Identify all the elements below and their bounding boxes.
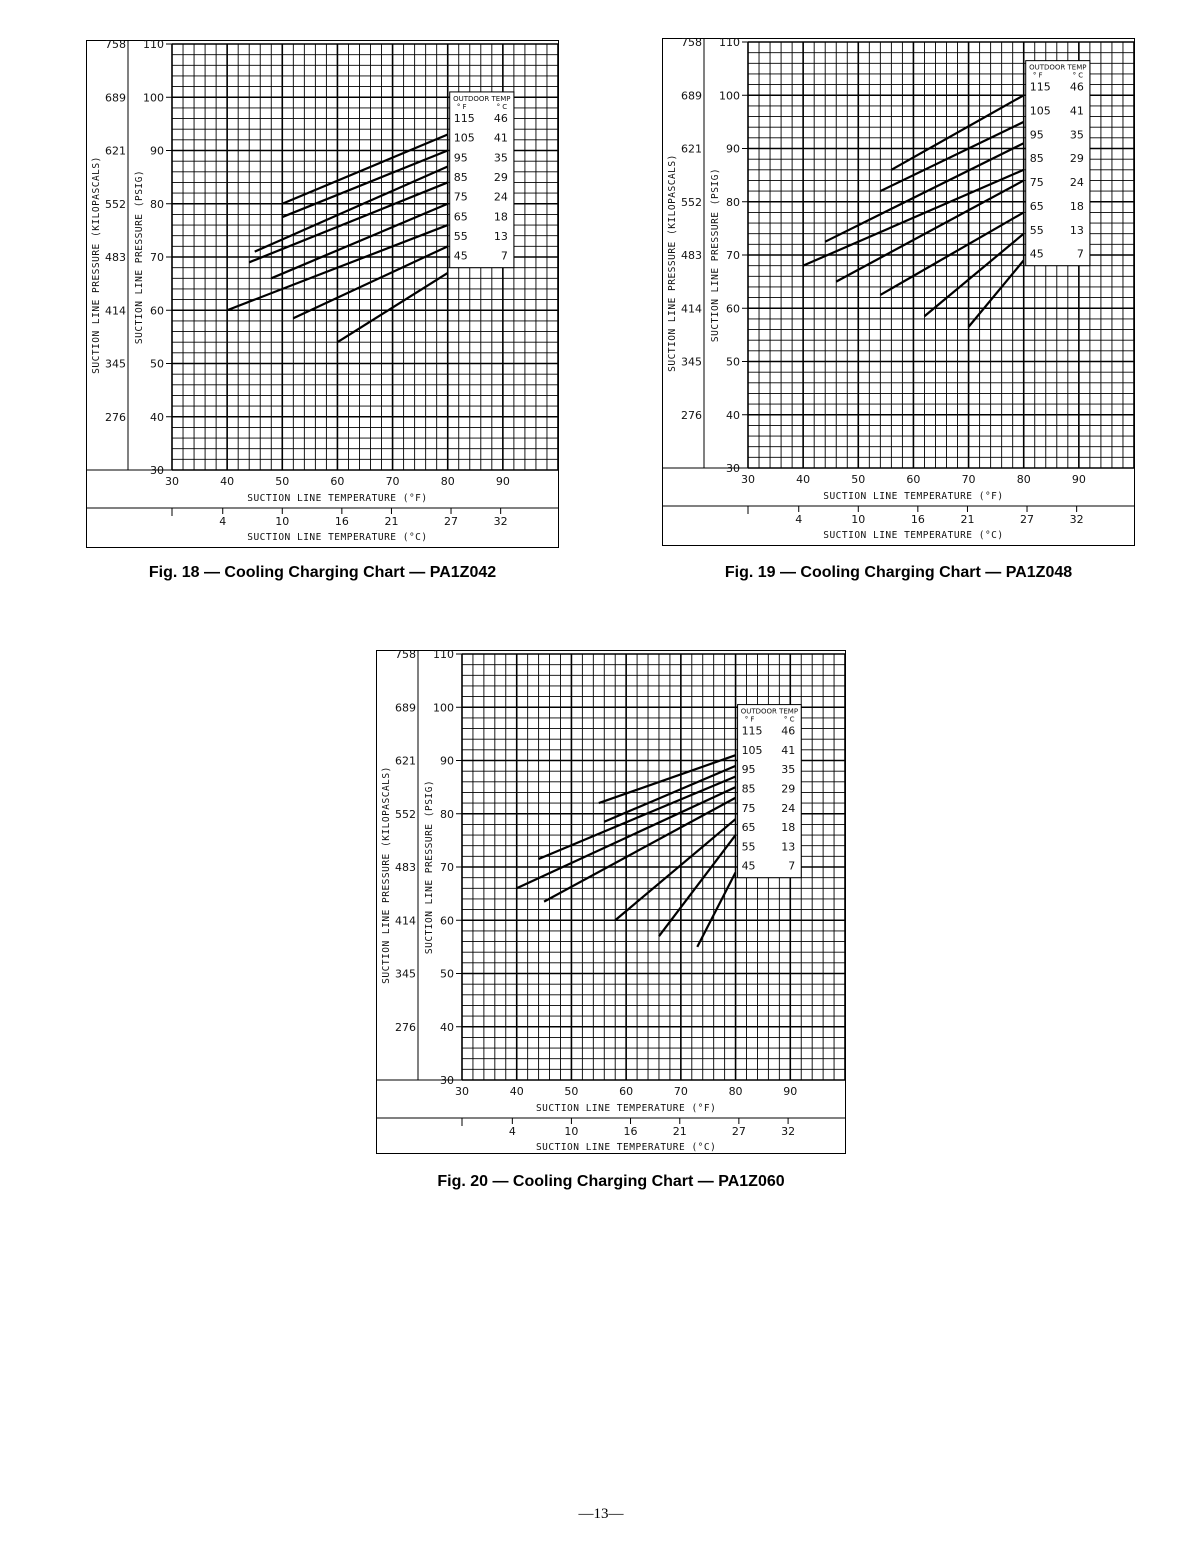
legend-unit: ° F [456, 102, 467, 111]
y2-tick-label: 414 [681, 302, 702, 316]
legend-label-f: 95 [453, 151, 468, 165]
y-tick-label: 70 [150, 251, 164, 264]
legend-label-f: 75 [453, 190, 468, 204]
y2-tick-label: 414 [105, 304, 126, 318]
x-tick-label: 50 [564, 1085, 579, 1098]
legend-label-c: 7 [1076, 247, 1084, 261]
x-tick-label: 30 [455, 1085, 469, 1098]
y2-axis-title: SUCTION LINE PRESSURE (KILOPASCALS) [91, 156, 102, 374]
y-tick-label: 100 [433, 701, 454, 715]
legend-label-f: 75 [1029, 176, 1044, 190]
legend-label-c: 7 [788, 859, 796, 873]
x2-axis-title: SUCTION LINE TEMPERATURE (°C) [823, 530, 1004, 541]
x-tick-label: 90 [783, 1085, 798, 1098]
x2-axis-title: SUCTION LINE TEMPERATURE (°C) [535, 1142, 717, 1153]
legend-label-f: 55 [453, 229, 468, 243]
legend-label-c: 46 [781, 724, 796, 738]
x2-tick-label: 10 [275, 515, 290, 528]
y-tick-label: 60 [150, 304, 164, 318]
legend-label-f: 65 [741, 821, 756, 835]
legend-label-c: 46 [1069, 80, 1084, 94]
x-axis-title: SUCTION LINE TEMPERATURE (°F) [823, 491, 1004, 502]
x-tick-label: 70 [385, 475, 400, 488]
caption-fig18: Fig. 18 — Cooling Charging Chart — PA1Z042 [148, 564, 497, 581]
y2-tick-label: 483 [105, 251, 126, 264]
y2-tick-label: 276 [395, 1020, 416, 1034]
chart-svg [86, 40, 559, 548]
x2-tick-label: 16 [910, 513, 925, 526]
legend-label-c: 18 [493, 210, 508, 224]
y-tick-label: 90 [726, 142, 740, 156]
legend-label-f: 105 [741, 743, 763, 757]
y2-tick-label: 552 [395, 807, 416, 821]
y-tick-label: 80 [440, 807, 454, 821]
legend-unit: ° C [1072, 71, 1084, 80]
legend-label-c: 29 [781, 782, 796, 796]
caption-fig19: Fig. 19 — Cooling Charging Chart — PA1Z048 [724, 564, 1073, 581]
legend-label-f: 75 [741, 801, 756, 815]
y2-axis-title: SUCTION LINE PRESSURE (KILOPASCALS) [381, 766, 392, 984]
legend-label-c: 24 [1069, 176, 1084, 190]
legend-label-f: 95 [1029, 128, 1044, 142]
legend-label-f: 85 [741, 782, 756, 796]
x2-tick-label: 32 [493, 515, 508, 528]
series-line-65 [880, 212, 1023, 295]
y-tick-label: 110 [719, 38, 740, 49]
legend-unit: ° C [496, 102, 508, 111]
legend-label-c: 24 [493, 190, 508, 204]
y-axis-title: SUCTION LINE PRESSURE (PSIG) [134, 169, 145, 345]
x2-tick-label: 10 [851, 513, 866, 526]
y2-tick-label: 758 [395, 650, 416, 661]
legend-label-f: 55 [741, 840, 756, 854]
y-tick-label: 70 [726, 249, 740, 262]
chart-svg [376, 650, 846, 1154]
y-tick-label: 110 [143, 40, 164, 51]
y-tick-label: 30 [726, 462, 740, 475]
y-tick-label: 100 [719, 89, 740, 103]
legend-label-f: 115 [453, 111, 475, 125]
legend-label-f: 105 [1029, 104, 1051, 118]
y2-tick-label: 621 [681, 142, 702, 156]
legend-title: OUTDOOR TEMP [1029, 63, 1087, 72]
y-tick-label: 90 [150, 144, 164, 158]
y-tick-label: 50 [726, 355, 740, 369]
legend-label-f: 85 [453, 170, 468, 184]
legend-label-f: 85 [1029, 152, 1044, 166]
x2-tick-label: 4 [508, 1125, 516, 1138]
y-tick-label: 110 [433, 650, 454, 661]
y-tick-label: 40 [440, 1020, 454, 1034]
x-tick-label: 30 [165, 475, 179, 488]
y2-tick-label: 552 [681, 195, 702, 209]
x-tick-label: 80 [1016, 473, 1031, 486]
x2-tick-label: 21 [384, 515, 399, 528]
y-tick-label: 60 [726, 302, 740, 316]
y2-axis-title: SUCTION LINE PRESSURE (KILOPASCALS) [667, 154, 678, 372]
legend-label-c: 46 [493, 111, 508, 125]
y-tick-label: 70 [440, 861, 454, 874]
y-tick-label: 40 [150, 410, 164, 424]
legend-unit: ° F [744, 715, 755, 724]
y2-tick-label: 483 [395, 861, 416, 874]
series-line-45 [969, 260, 1024, 327]
series-line-55 [924, 234, 1023, 317]
y-tick-label: 40 [726, 408, 740, 422]
x-tick-label: 90 [495, 475, 510, 488]
x2-tick-label: 4 [795, 513, 803, 526]
x2-tick-label: 27 [1020, 513, 1035, 526]
legend-label-c: 35 [1069, 128, 1084, 142]
x-tick-label: 60 [619, 1085, 634, 1098]
y-tick-label: 50 [150, 357, 164, 371]
chart-svg [662, 38, 1135, 546]
y2-tick-label: 276 [105, 410, 126, 424]
y2-tick-label: 758 [681, 38, 702, 49]
legend-label-f: 95 [741, 763, 756, 777]
legend-label-c: 35 [781, 763, 796, 777]
y2-tick-label: 552 [105, 197, 126, 211]
y-tick-label: 90 [440, 754, 454, 768]
legend-label-f: 65 [453, 210, 468, 224]
legend-label-c: 24 [781, 801, 796, 815]
y2-tick-label: 621 [105, 144, 126, 158]
x-tick-label: 60 [906, 473, 921, 486]
legend-label-c: 7 [500, 249, 508, 263]
x2-tick-label: 21 [960, 513, 975, 526]
legend-label-f: 45 [1029, 247, 1044, 261]
x-tick-label: 90 [1071, 473, 1086, 486]
legend-label-c: 13 [493, 229, 508, 243]
x-tick-label: 40 [509, 1085, 524, 1098]
y2-tick-label: 414 [395, 914, 416, 928]
x-tick-label: 80 [728, 1085, 743, 1098]
legend-unit: ° F [1032, 71, 1043, 80]
legend-label-f: 45 [741, 859, 756, 873]
x2-tick-label: 16 [334, 515, 349, 528]
y-axis-title: SUCTION LINE PRESSURE (PSIG) [424, 779, 435, 955]
chart-fig20 [376, 650, 846, 1154]
legend-label-c: 13 [1069, 223, 1084, 237]
legend-label-c: 29 [1069, 152, 1084, 166]
y-tick-label: 80 [150, 197, 164, 211]
x-tick-label: 50 [275, 475, 290, 488]
legend-unit: ° C [783, 715, 795, 724]
x2-axis-title: SUCTION LINE TEMPERATURE (°C) [247, 532, 428, 543]
legend-label-f: 115 [741, 724, 763, 738]
legend-label-f: 55 [1029, 223, 1044, 237]
x-axis-title: SUCTION LINE TEMPERATURE (°F) [535, 1103, 717, 1114]
legend-title: OUTDOOR TEMP [453, 94, 511, 103]
legend-label-c: 13 [781, 840, 796, 854]
y-tick-label: 100 [143, 91, 164, 105]
legend-label-c: 35 [493, 151, 508, 165]
y2-tick-label: 276 [681, 408, 702, 422]
y2-tick-label: 758 [105, 40, 126, 51]
y2-tick-label: 689 [681, 89, 702, 103]
y-tick-label: 30 [440, 1074, 454, 1087]
x-tick-label: 30 [741, 473, 755, 486]
legend-label-c: 41 [781, 743, 796, 757]
legend-label-c: 29 [493, 170, 508, 184]
legend-label-c: 18 [1069, 199, 1084, 213]
x2-tick-label: 27 [731, 1125, 746, 1138]
y2-tick-label: 345 [395, 967, 416, 981]
y2-tick-label: 689 [395, 701, 416, 715]
x-tick-label: 70 [961, 473, 976, 486]
caption-fig20: Fig. 20 — Cooling Charging Chart — PA1Z060 [437, 1173, 785, 1190]
legend-label-f: 115 [1029, 80, 1051, 94]
chart-fig19 [662, 38, 1135, 546]
x-axis-title: SUCTION LINE TEMPERATURE (°F) [247, 493, 428, 504]
legend-label-f: 45 [453, 249, 468, 263]
x-tick-label: 60 [330, 475, 345, 488]
chart-fig18 [86, 40, 559, 548]
y-tick-label: 50 [440, 967, 454, 981]
series-line-95 [255, 166, 448, 251]
page-number: —13— [578, 1506, 624, 1522]
legend-label-c: 41 [1069, 104, 1084, 118]
x2-tick-label: 4 [219, 515, 227, 528]
legend-label-f: 65 [1029, 199, 1044, 213]
x2-tick-label: 16 [623, 1125, 638, 1138]
x-tick-label: 40 [796, 473, 811, 486]
y2-tick-label: 621 [395, 754, 416, 768]
legend-label-c: 18 [781, 821, 796, 835]
series-line-105 [282, 151, 447, 218]
x-tick-label: 80 [440, 475, 455, 488]
y-tick-label: 30 [150, 464, 164, 477]
x2-tick-label: 10 [564, 1125, 579, 1138]
legend-label-f: 105 [453, 131, 475, 145]
y-axis-title: SUCTION LINE PRESSURE (PSIG) [710, 167, 721, 343]
y-tick-label: 60 [440, 914, 454, 928]
y-tick-label: 80 [726, 195, 740, 209]
x-tick-label: 70 [673, 1085, 688, 1098]
legend-label-c: 41 [493, 131, 508, 145]
y2-tick-label: 345 [681, 355, 702, 369]
x2-tick-label: 32 [781, 1125, 796, 1138]
x2-tick-label: 27 [444, 515, 459, 528]
x2-tick-label: 32 [1069, 513, 1084, 526]
x2-tick-label: 21 [672, 1125, 687, 1138]
legend-title: OUTDOOR TEMP [740, 707, 799, 716]
y2-tick-label: 689 [105, 91, 126, 105]
x-tick-label: 40 [220, 475, 235, 488]
y2-tick-label: 345 [105, 357, 126, 371]
y2-tick-label: 483 [681, 249, 702, 262]
x-tick-label: 50 [851, 473, 866, 486]
